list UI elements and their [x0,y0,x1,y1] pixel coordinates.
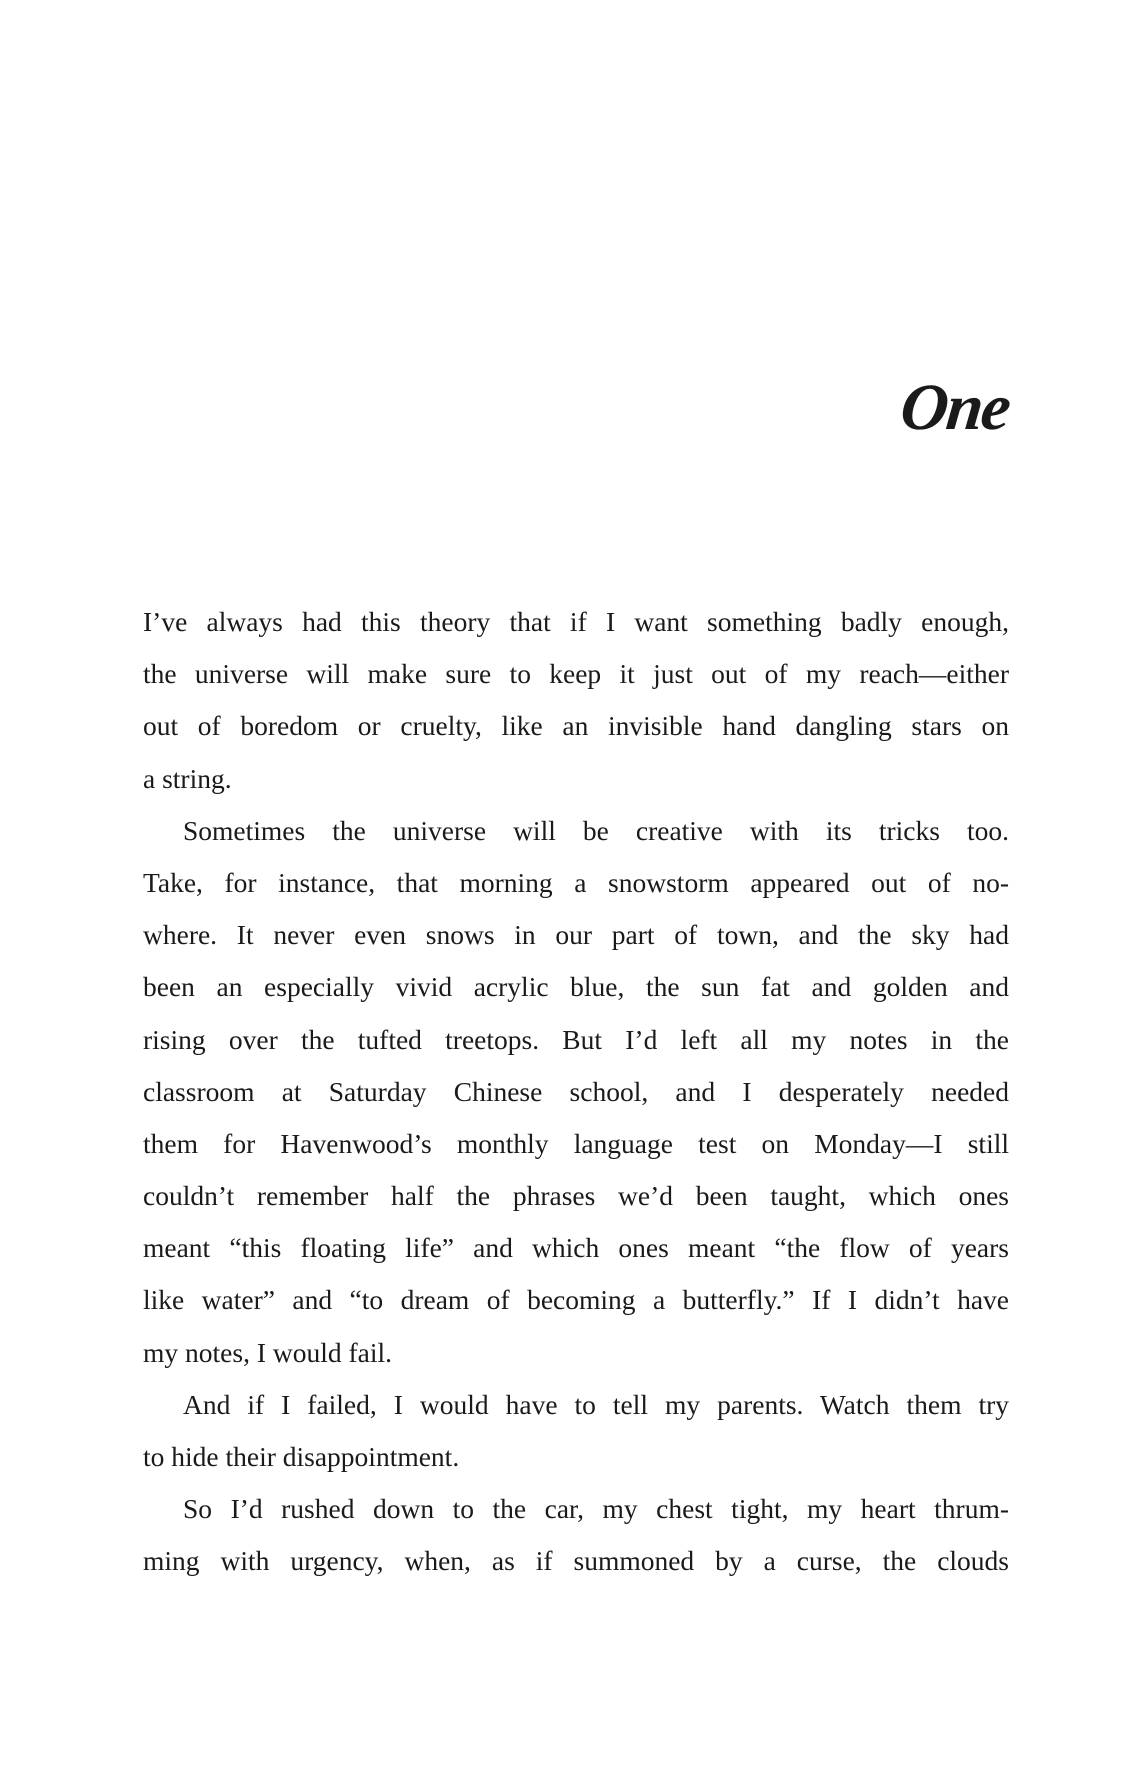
chapter-title: One [897,371,1013,444]
text-line: rising over the tufted treetops. But I’d left all my notes in the [143,1023,1009,1055]
text-line: a string. [143,762,232,794]
paragraph [143,805,1009,1379]
paragraph [143,1379,1009,1483]
text-line: been an especially vivid acrylic blue, the sun fat and golden and [143,971,1009,1003]
paragraph [143,1483,1009,1587]
text-line: out of boredom or cruelty, like an invisible hand dangling stars on [143,710,1009,742]
text-line: couldn’t remember half the phrases we’d been taught, which ones [143,1180,1009,1212]
text-line: my notes, I would fail. [143,1336,392,1368]
paragraph [143,596,1009,805]
text-line: Sometimes the universe will be creative with its tricks too. [183,814,1009,846]
text-line: the universe will make sure to keep it just out of my reach—either [143,658,1009,690]
text-line: And if I failed, I would have to tell my parents. Watch them try [183,1388,1009,1420]
body-text [143,596,1009,1588]
text-line: ming with urgency, when, as if summoned by a curse, the clouds [143,1545,1009,1577]
text-line: So I’d rushed down to the car, my chest tight, my heart thrum- [183,1493,1009,1525]
text-line: I’ve always had this theory that if I want something badly enough, [143,606,1009,637]
text-line: Take, for instance, that morning a snowstorm appeared out of no- [143,866,1009,898]
text-line: classroom at Saturday Chinese school, and I desperately needed [143,1075,1009,1107]
text-line: them for Havenwood’s monthly language test on Monday—I still [143,1127,1009,1159]
text-line: to hide their disappointment. [143,1441,460,1472]
text-line: like water” and “to dream of becoming a butterfly.” If I didn’t have [143,1284,1009,1316]
text-line: meant “this floating life” and which ones meant “the flow of years [143,1232,1009,1264]
text-line: where. It never even snows in our part of town, and the sky had [143,919,1009,951]
